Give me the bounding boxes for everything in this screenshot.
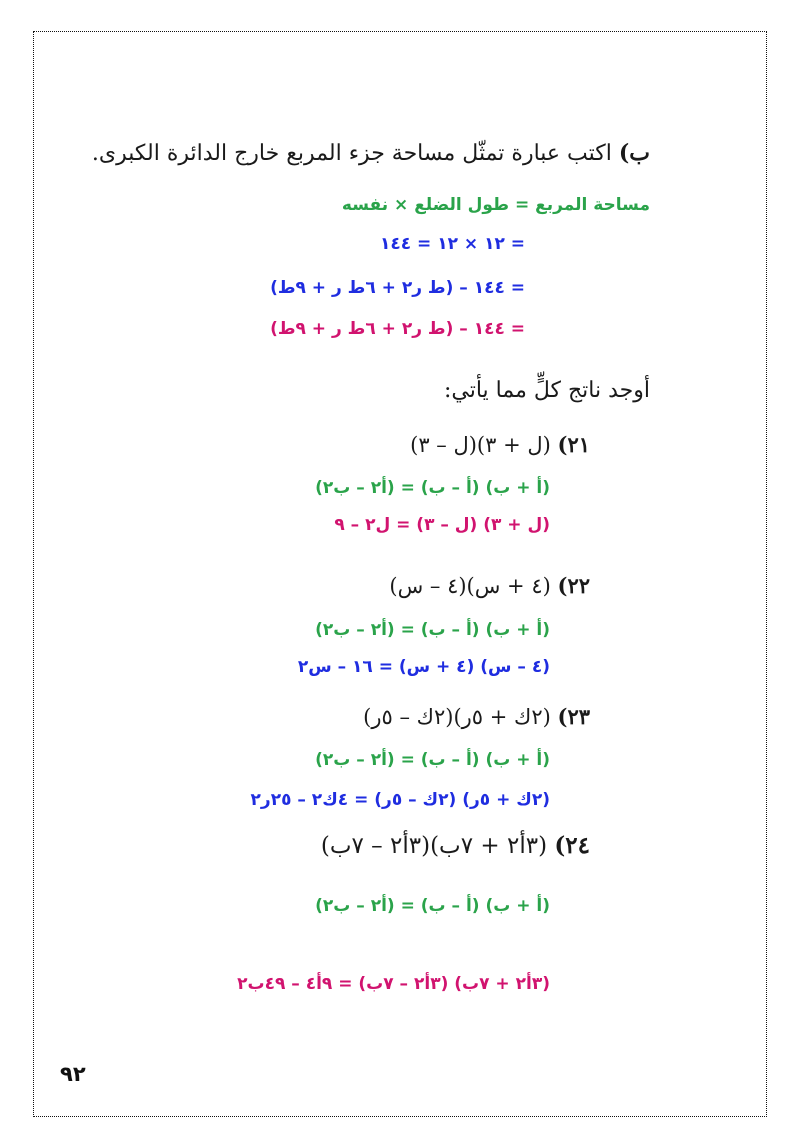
problem-24-answer: (٣أ٢ + ٧ب) (٣أ٢ – ٧ب) = ٩أ٤ – ٤٩ب٢	[237, 974, 550, 994]
problem-24	[321, 832, 590, 859]
problem-23-answer: (٢ك + ٥ر) (٢ك – ٥ر) = ٤ك٢ – ٢٥ر٢	[250, 790, 550, 810]
part-b-label: ب)	[618, 140, 650, 166]
problem-23-number: ٢٣)	[557, 704, 590, 729]
problem-24-rule: (أ + ب) (أ – ب) = (أ٢ – ب٢)	[315, 896, 550, 916]
square-area-value: = ١٢ × ١٢ = ١٤٤	[379, 234, 525, 254]
problem-24-number: ٢٤)	[554, 832, 590, 859]
page-number: ٩٢	[60, 1062, 86, 1086]
part-b-question	[92, 140, 650, 166]
problem-21-expression: (ل + ٣)(ل – ٣)	[410, 433, 551, 457]
part-b-text: اكتب عبارة تمثّل مساحة جزء المربع خارج الدائرة الكبرى.	[91, 141, 612, 166]
problem-22-rule: (أ + ب) (أ – ب) = (أ٢ – ب٢)	[315, 620, 550, 640]
problem-22-answer-text: (٤ – س) (٤ + س) = ١٦ – س٢	[297, 657, 550, 677]
problem-23	[363, 704, 590, 729]
problem-22-number: ٢٢)	[557, 573, 590, 598]
part-b-expression-magenta: = ١٤٤ – (ط ر٢ + ٦ط ر + ٩ط)	[270, 319, 525, 339]
problem-22-answer	[298, 657, 550, 677]
problem-22	[389, 573, 590, 598]
problem-22-expression: (٤ + س)(٤ – س)	[389, 574, 551, 598]
problem-23-expression: (٢ك + ٥ر)(٢ك – ٥ر)	[363, 705, 551, 729]
problem-21	[410, 432, 590, 457]
problem-24-expression: (٣أ٢ + ٧ب)(٣أ٢ – ٧ب)	[320, 833, 548, 859]
problem-21-answer: (ل + ٣) (ل – ٣) = ل٢ – ٩	[334, 515, 550, 535]
problem-21-number: ٢١)	[557, 432, 590, 457]
exercise-heading: أوجد ناتج كلٍّ مما يأتي:	[443, 378, 650, 403]
part-b-expression-blue: = ١٤٤ – (ط ر٢ + ٦ط ر + ٩ط)	[270, 278, 525, 298]
square-area-formula: مساحة المربع = طول الضلع × نفسه	[341, 195, 650, 215]
problem-21-rule: (أ + ب) (أ – ب) = (أ٢ – ب٢)	[315, 478, 550, 498]
problem-23-rule: (أ + ب) (أ – ب) = (أ٢ – ب٢)	[315, 750, 550, 770]
